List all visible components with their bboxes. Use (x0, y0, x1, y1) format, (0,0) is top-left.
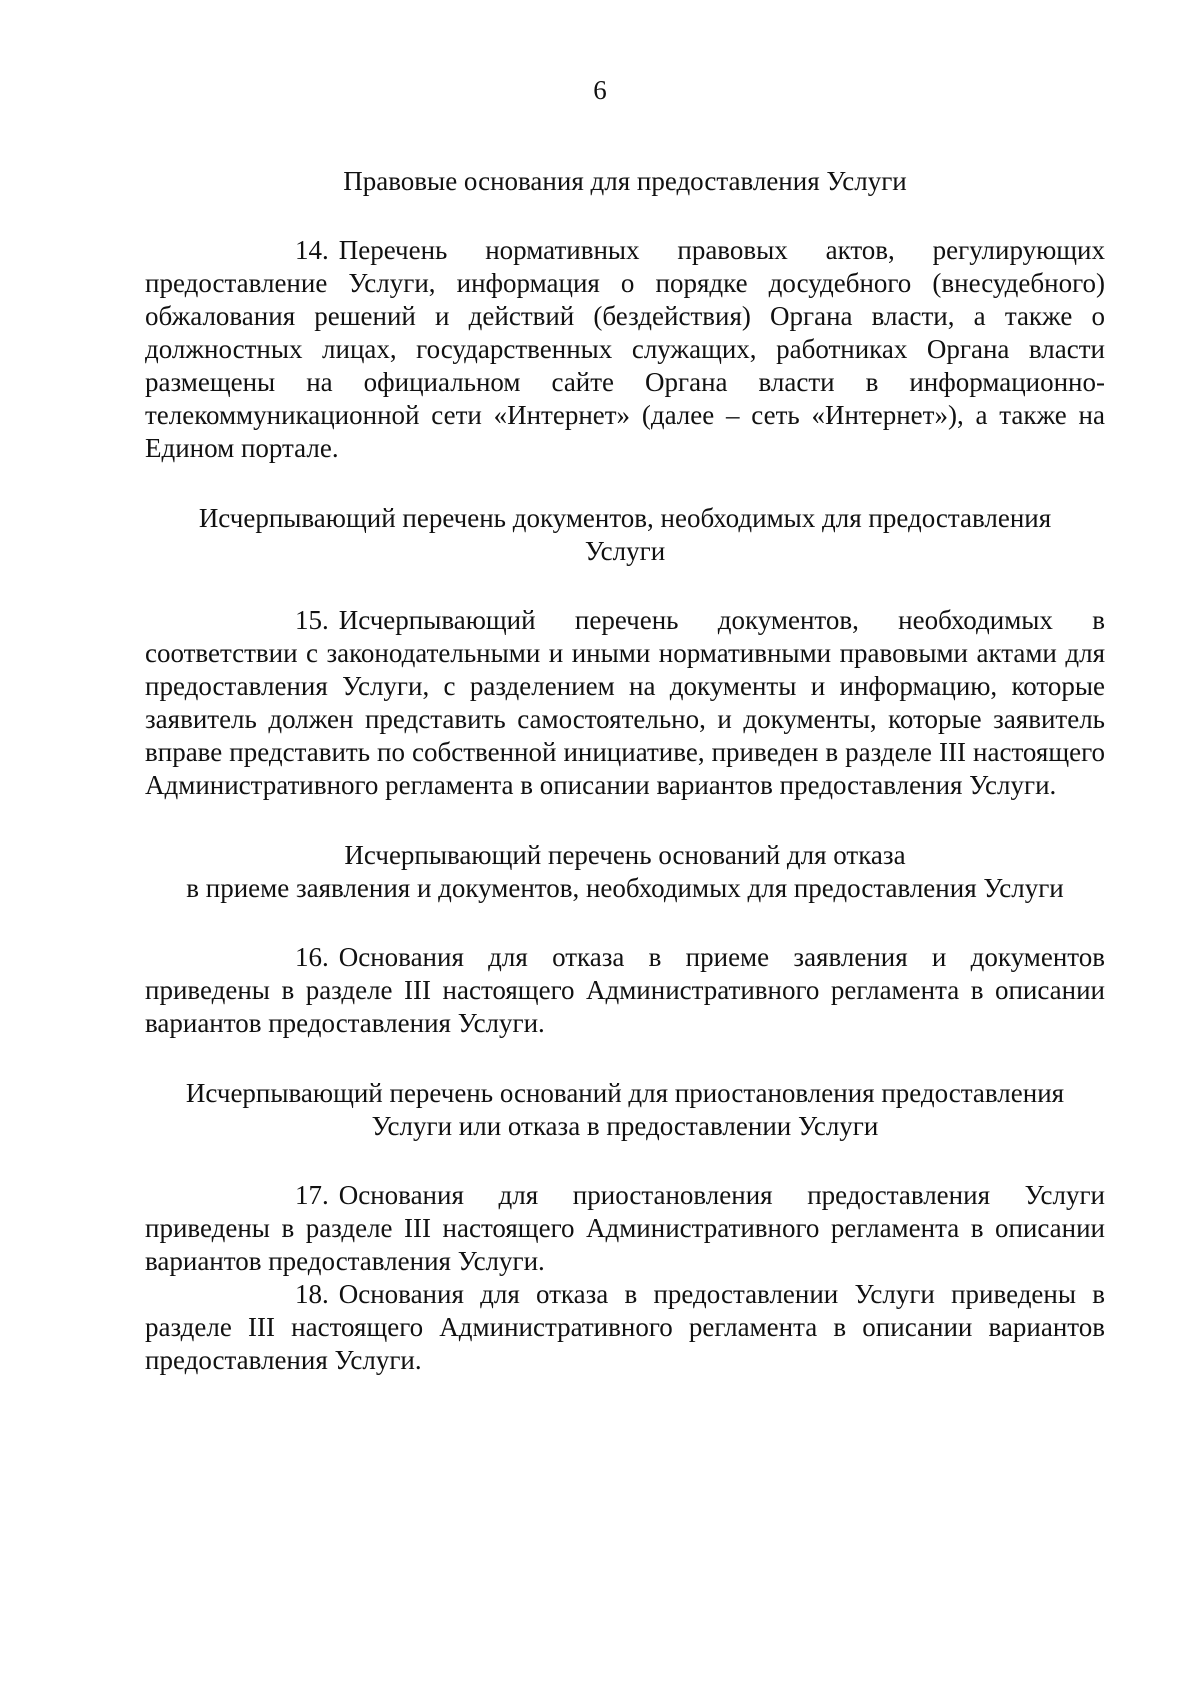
paragraph-text: Исчерпывающий перечень документов, необходимых в соответствии с законодательными и иными нормативными правовыми актами для предоставления Услуги, с разделением на документы и информацию, которые заявитель должен представить самостоятельно, и документы, которые заявитель вправе представить по собственной инициативе, приведен в разделе III настоящего Административного регламента в описании вариантов предоставления Услуги. (145, 605, 1105, 800)
paragraph-number: 14. (295, 235, 329, 265)
paragraph-14 (145, 234, 1105, 465)
heading-line: Исчерпывающий перечень оснований для приостановления предоставления (185, 1078, 1065, 1108)
paragraph-number: 18. (295, 1279, 329, 1309)
heading-line: Услуги или отказа в предоставлении Услуги (371, 1111, 879, 1141)
section-heading (145, 165, 1105, 198)
paragraph-18 (145, 1278, 1105, 1377)
paragraph-text: Перечень нормативных правовых актов, регулирующих предоставление Услуги, информация о порядке досудебного (внесудебного) обжалования решений и действий (бездействия) Органа власти, а также о должностных лицах, государственных служащих, работниках Органа власти размещены на официальном сайте Органа власти в информационно-телекоммуникационной сети «Интернет» (далее – сеть «Интернет»), а также на Едином портале. (145, 235, 1105, 463)
paragraph-15 (145, 604, 1105, 802)
heading-line: Услуги (584, 536, 666, 566)
paragraph-number: 17. (295, 1180, 329, 1210)
page-number: 6 (593, 75, 607, 105)
section-suspension-refusal (145, 1077, 1105, 1377)
paragraph-text: Основания для приостановления предоставления Услуги приведены в разделе III настоящего Административного регламента в описании вариантов предоставления Услуги. (145, 1180, 1105, 1276)
heading-line: Исчерпывающий перечень оснований для отказа (344, 840, 906, 870)
paragraph-text: Основания для отказа в приеме заявления и документов приведены в разделе III настоящего Административного регламента в описании вариантов предоставления Услуги. (145, 942, 1105, 1038)
heading-line: Правовые основания для предоставления Услуги (343, 166, 907, 196)
section-heading (145, 502, 1105, 568)
paragraph-17 (145, 1179, 1105, 1278)
paragraph-number: 16. (295, 942, 329, 972)
paragraph-number: 15. (295, 605, 329, 635)
section-refusal-acceptance (145, 839, 1105, 1040)
section-heading (145, 1077, 1105, 1143)
paragraph-text: Основания для отказа в предоставлении Услуги приведены в разделе III настоящего Административного регламента в описании вариантов предоставления Услуги. (145, 1279, 1105, 1375)
section-documents-list (145, 502, 1105, 802)
heading-line: Исчерпывающий перечень документов, необходимых для предоставления (198, 503, 1052, 533)
document-body (145, 165, 1105, 1377)
section-legal-grounds (145, 165, 1105, 465)
heading-line: в приеме заявления и документов, необходимых для предоставления Услуги (186, 873, 1064, 903)
paragraph-16 (145, 941, 1105, 1040)
section-heading (145, 839, 1105, 905)
